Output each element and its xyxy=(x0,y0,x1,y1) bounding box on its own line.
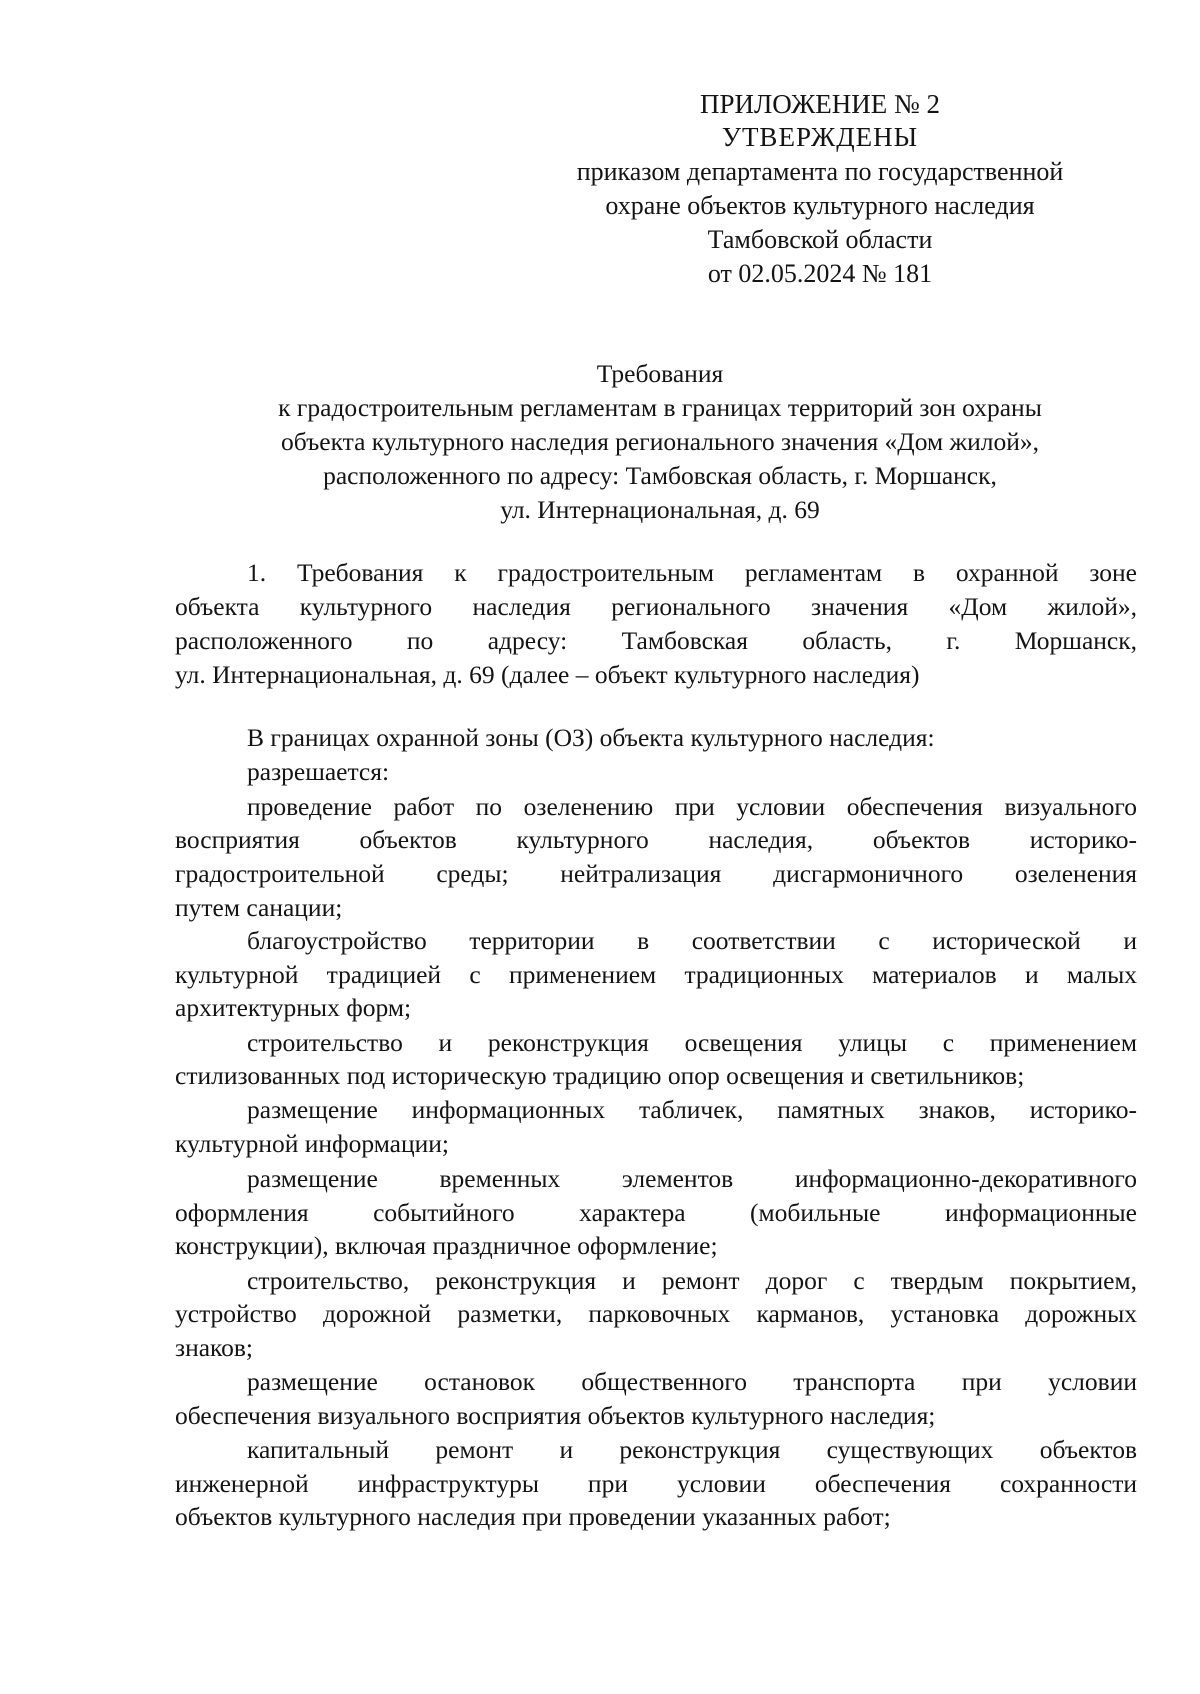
approval-line: приказом департамента по государственной xyxy=(576,157,1064,186)
title-line: расположенного по адресу: Тамбовская область, г. Моршанск, xyxy=(323,461,997,490)
paragraph-line: путем санации; xyxy=(175,893,343,922)
paragraph-line: знаков; xyxy=(175,1333,254,1362)
paragraph-line: культурной традицией с применением традиционных материалов и малых xyxy=(175,960,1137,989)
paragraph-line: капитальный ремонт и реконструкция существующих объектов xyxy=(247,1435,1137,1464)
paragraph-line: восприятия объектов культурного наследия, объектов историко- xyxy=(175,825,1137,854)
paragraph-line: объекта культурного наследия регионального значения «Дом жилой», xyxy=(175,592,1137,621)
title-line: объекта культурного наследия регионального значения «Дом жилой», xyxy=(280,427,1039,456)
paragraph-line: 1. Требования к градостроительным регламентам в охранной зоне xyxy=(247,558,1137,587)
title-line: к градостроительным регламентам в границах территорий зон охраны xyxy=(278,393,1042,422)
paragraph-line: обеспечения визуального восприятия объектов культурного наследия; xyxy=(175,1401,936,1430)
order-date-number: от 02.05.2024 № 181 xyxy=(707,259,933,288)
approval-line: Тамбовской области xyxy=(707,225,933,254)
title-line: ул. Интернациональная, д. 69 xyxy=(500,495,820,524)
approval-heading: УТВЕРЖДЕНЫ xyxy=(721,122,919,152)
appendix-number: ПРИЛОЖЕНИЕ № 2 xyxy=(699,89,941,119)
paragraph-line: стилизованных под историческую традицию опор освещения и светильников; xyxy=(175,1061,1025,1090)
paragraph-line: культурной информации; xyxy=(175,1129,450,1158)
paragraph-line: расположенного по адресу: Тамбовская область, г. Моршанск, xyxy=(175,626,1137,655)
title-heading: Требования xyxy=(596,359,724,388)
paragraph-line: объектов культурного наследия при проведении указанных работ; xyxy=(175,1502,891,1531)
paragraph-line: размещение информационных табличек, памятных знаков, историко- xyxy=(247,1095,1137,1124)
paragraph-line: ул. Интернациональная, д. 69 (далее – объект культурного наследия) xyxy=(175,660,920,689)
paragraph-line: благоустройство территории в соответствии с исторической и xyxy=(247,926,1137,955)
paragraph-line: оформления событийного характера (мобильные информационные xyxy=(175,1198,1137,1227)
paragraph-line: конструкции), включая праздничное оформление; xyxy=(175,1231,718,1260)
paragraph-line: устройство дорожной разметки, парковочных карманов, установка дорожных xyxy=(175,1299,1137,1328)
paragraph-line: инженерной инфраструктуры при условии обеспечения сохранности xyxy=(175,1469,1137,1498)
paragraph-line: градостроительной среды; нейтрализация дисгармоничного озеленения xyxy=(175,859,1137,888)
paragraph-line: строительство, реконструкция и ремонт дорог с твердым покрытием, xyxy=(247,1266,1137,1295)
approval-line: охране объектов культурного наследия xyxy=(605,191,1035,220)
paragraph-line: разрешается: xyxy=(247,757,390,786)
paragraph-line: проведение работ по озеленению при условии обеспечения визуального xyxy=(247,792,1137,821)
paragraph-line: В границах охранной зоны (ОЗ) объекта культурного наследия: xyxy=(247,723,935,752)
paragraph-line: размещение остановок общественного транспорта при условии xyxy=(247,1367,1137,1396)
paragraph-line: размещение временных элементов информационно-декоративного xyxy=(247,1164,1137,1193)
paragraph-line: строительство и реконструкция освещения улицы с применением xyxy=(247,1028,1137,1057)
paragraph-line: архитектурных форм; xyxy=(175,993,412,1022)
